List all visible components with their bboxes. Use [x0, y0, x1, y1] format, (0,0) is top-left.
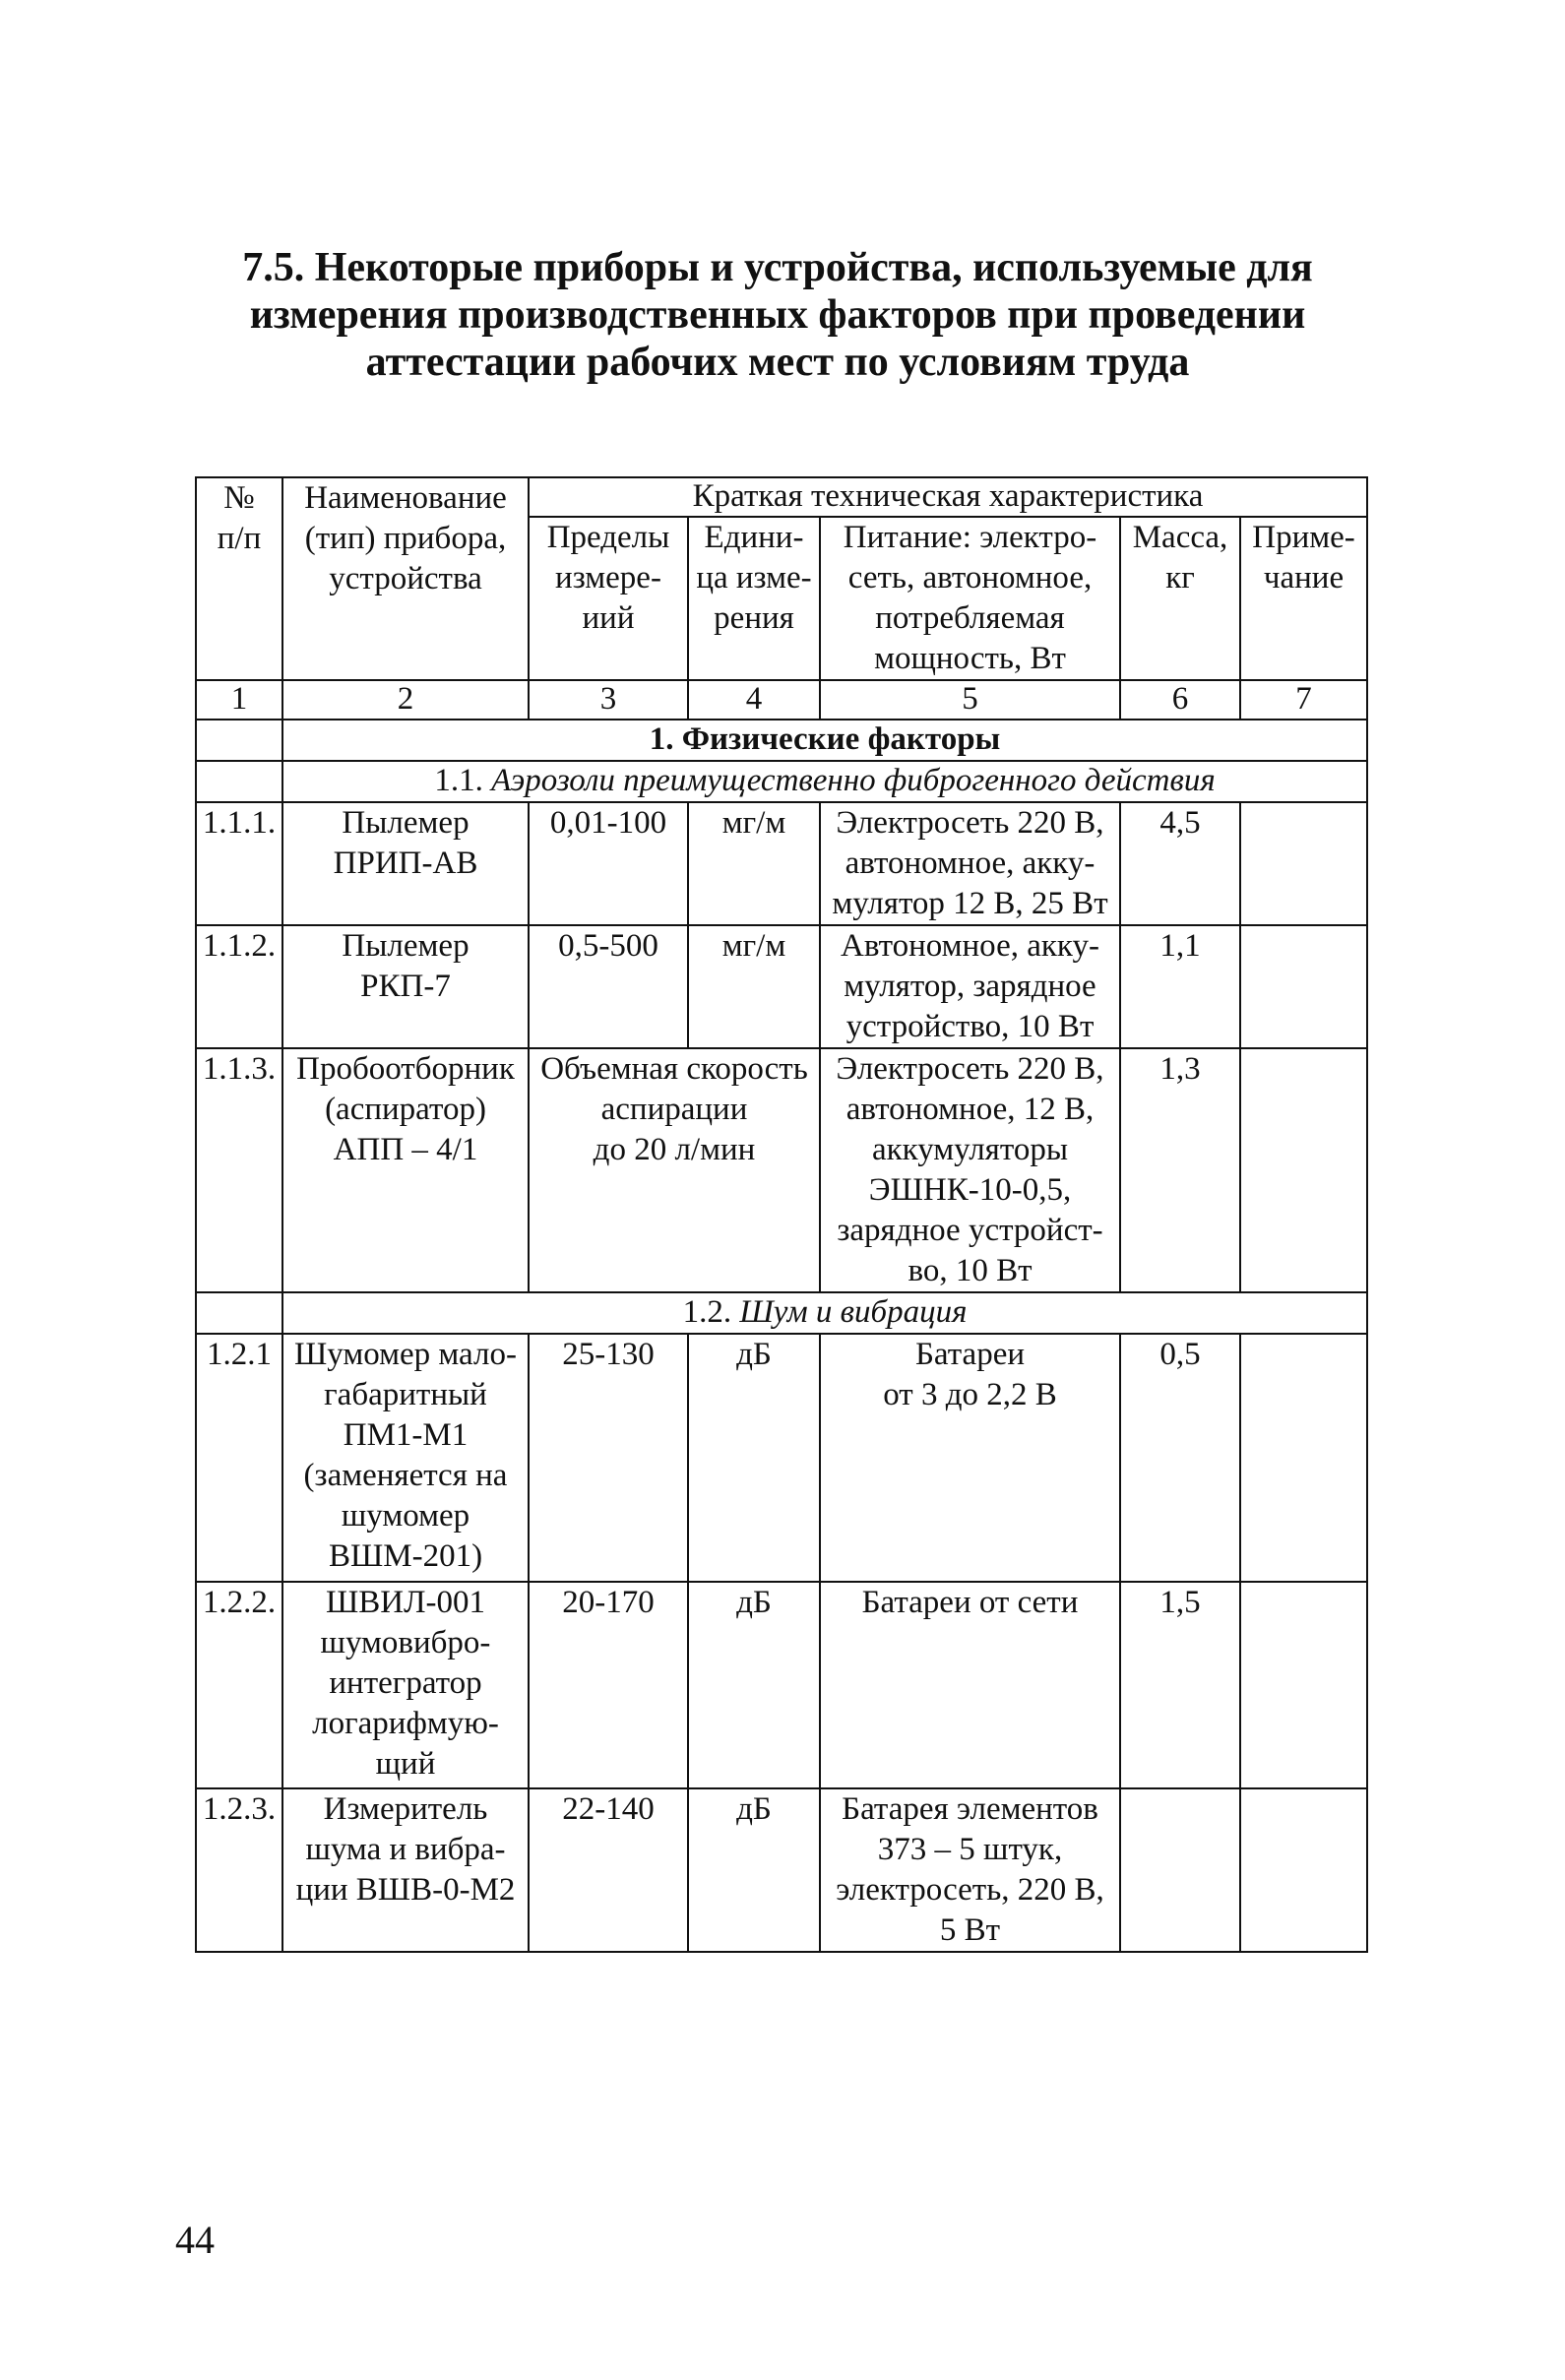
- row-units: мг/м: [688, 925, 820, 1048]
- column-number: 5: [820, 680, 1120, 720]
- row-mass: 1,3: [1120, 1048, 1240, 1292]
- row-mass: 0,5: [1120, 1334, 1240, 1582]
- title-line-2: измерения производственных факторов при проведении: [249, 292, 1306, 338]
- row-note: [1240, 1788, 1367, 1952]
- row-power: Батарея элементов 373 – 5 штук, электросеть, 220 В, 5 Вт: [820, 1788, 1120, 1952]
- column-numbers-row: [196, 680, 1367, 720]
- table-row: [196, 925, 1367, 1048]
- row-units: дБ: [688, 1788, 820, 1952]
- row-power: Батареи от сети: [820, 1582, 1120, 1788]
- row-note: [1240, 925, 1367, 1048]
- table-row: [196, 1334, 1367, 1582]
- subsection-num-cell: [196, 761, 282, 802]
- row-mass: 1,1: [1120, 925, 1240, 1048]
- header-power: Питание: электро- сеть, автономное, потребляемая мощность, Вт: [820, 517, 1120, 680]
- section-title: 1. Физические факторы: [282, 720, 1367, 761]
- section-row: [196, 720, 1367, 761]
- title-line-1: 7.5. Некоторые приборы и устройства, используемые для: [242, 245, 1313, 290]
- row-note: [1240, 1582, 1367, 1788]
- row-limits: 20-170: [529, 1582, 688, 1788]
- subsection-title: [282, 761, 1367, 802]
- row-power: Автономное, акку- мулятор, зарядное устройство, 10 Вт: [820, 925, 1120, 1048]
- column-number: 7: [1240, 680, 1367, 720]
- row-limits: 0,01-100: [529, 802, 688, 925]
- row-units: дБ: [688, 1334, 820, 1582]
- row-mass: 1,5: [1120, 1582, 1240, 1788]
- row-note: [1240, 1334, 1367, 1582]
- row-num: 1.1.1.: [196, 802, 282, 925]
- subsection-name: Шум и вибрация: [739, 1294, 968, 1330]
- section-num-cell: [196, 720, 282, 761]
- column-number: 1: [196, 680, 282, 720]
- row-note: [1240, 802, 1367, 925]
- row-name: Пробоотборник (аспиратор) АПП – 4/1: [282, 1048, 529, 1292]
- row-units: мг/м: [688, 802, 820, 925]
- column-number: 2: [282, 680, 529, 720]
- table-row: [196, 1048, 1367, 1292]
- title-line-3: аттестации рабочих мест по условиям труда: [365, 340, 1190, 385]
- row-name: Шумомер мало- габаритный ПМ1-М1 (заменяется на шумомер ВШМ-201): [282, 1334, 529, 1582]
- instruments-table: [195, 476, 1368, 1953]
- header-mass: Масса, кг: [1120, 517, 1240, 680]
- row-name: Пылемер РКП-7: [282, 925, 529, 1048]
- subsection-name: Аэрозоли преимущественно фиброгенного действия: [491, 763, 1216, 798]
- subsection-num-cell: [196, 1292, 282, 1334]
- header-num: № п/п: [196, 477, 282, 680]
- table-row: [196, 1788, 1367, 1952]
- row-note: [1240, 1048, 1367, 1292]
- row-num: 1.1.2.: [196, 925, 282, 1048]
- subsection-row: [196, 1292, 1367, 1334]
- table-row: [196, 802, 1367, 925]
- row-mass: [1120, 1788, 1240, 1952]
- row-limits-units: Объемная скорость аспирации до 20 л/мин: [529, 1048, 820, 1292]
- header-row-1: [196, 477, 1367, 517]
- row-num: 1.2.3.: [196, 1788, 282, 1952]
- header-note: Приме- чание: [1240, 517, 1367, 680]
- column-number: 6: [1120, 680, 1240, 720]
- table-row: [196, 1582, 1367, 1788]
- row-power: Электросеть 220 В, автономное, 12 В, аккумуляторы ЭШНК-10-0,5, зарядное устройст- во, 10 Вт: [820, 1048, 1120, 1292]
- subsection-label: 1.2.: [682, 1294, 732, 1330]
- row-limits: 22-140: [529, 1788, 688, 1952]
- row-mass: 4,5: [1120, 802, 1240, 925]
- row-num: 1.2.1: [196, 1334, 282, 1582]
- subsection-row: [196, 761, 1367, 802]
- row-name: Пылемер ПРИП-АВ: [282, 802, 529, 925]
- row-num: 1.1.3.: [196, 1048, 282, 1292]
- subsection-label: 1.1.: [434, 763, 483, 798]
- row-units: дБ: [688, 1582, 820, 1788]
- row-power: Батареи от 3 до 2,2 В: [820, 1334, 1120, 1582]
- row-power: Электросеть 220 В, автономное, акку- мулятор 12 В, 25 Вт: [820, 802, 1120, 925]
- row-name: Измеритель шума и вибра- ции ВШВ-0-М2: [282, 1788, 529, 1952]
- header-brief: Краткая техническая характеристика: [529, 477, 1367, 517]
- header-limits: Пределы измере- иий: [529, 517, 688, 680]
- row-limits: 25-130: [529, 1334, 688, 1582]
- row-name: ШВИЛ-001 шумовибро- интегратор логарифмую- щий: [282, 1582, 529, 1788]
- page-number: 44: [175, 2218, 215, 2262]
- column-number: 4: [688, 680, 820, 720]
- column-number: 3: [529, 680, 688, 720]
- subsection-title: [282, 1292, 1367, 1334]
- header-name: Наименование (тип) прибора, устройства: [282, 477, 529, 680]
- page-title: [197, 244, 1358, 386]
- header-units: Едини- ца изме- рения: [688, 517, 820, 680]
- row-num: 1.2.2.: [196, 1582, 282, 1788]
- row-limits: 0,5-500: [529, 925, 688, 1048]
